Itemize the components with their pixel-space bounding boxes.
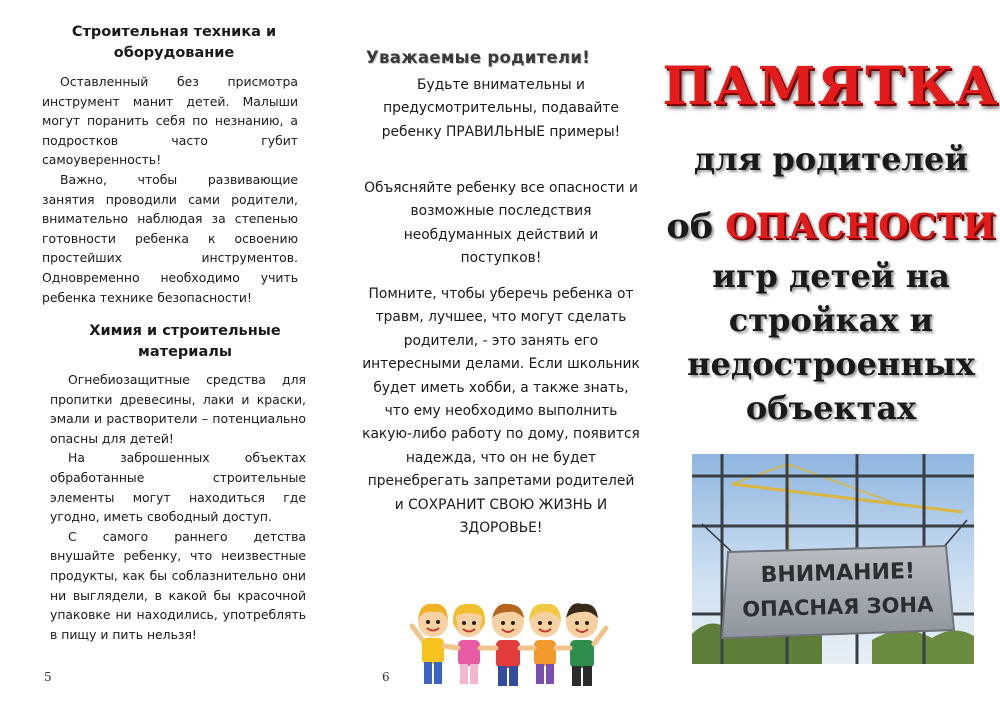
page-number: 6 (382, 670, 390, 684)
cover-danger-prefix: об (666, 206, 726, 247)
child (492, 604, 524, 686)
child (453, 604, 485, 684)
section-heading-chemicals: Химия и строительные материалы (89, 323, 281, 360)
cover-subtitle-danger (662, 206, 1000, 247)
paragraph: Объясняйте ребенку все опасности и возможные последствия необдуманных действий и поступков! (364, 180, 638, 267)
child (412, 604, 448, 684)
children-illustration (410, 582, 610, 694)
paragraph: С самого раннего детства внушайте ребенку, что неизвестные продукты, как бы соблазнительно они ни выглядели, в какой бы красочной упаковке ни находились, употреблять в пищу и пить нельзя! (50, 528, 306, 642)
sign-text-danger-zone: ОПАСНАЯ ЗОНА (742, 592, 934, 622)
page-number: 5 (44, 670, 52, 684)
paragraph: Оставленный без присмотра инструмент манит детей. Малыши могут поранить себя по незнанию, а подростков часто губит самоуверенность! (42, 74, 298, 168)
page-middle-panel (340, 0, 662, 706)
section-text-tools (42, 72, 298, 307)
child (566, 603, 606, 686)
cover-panel (662, 0, 1000, 706)
cover-title: ПАМЯТКА (662, 56, 1000, 117)
section-heading-tools: Строительная техника и оборудование (71, 24, 277, 61)
paragraph: Помните, чтобы уберечь ребенка от травм, лучшее, что могут сделать родители, - это занять его интересными делами. Если школьник будет иметь хобби, а также знать, что ему необходимо выполнить какую-либо работу по дому, появится надежда, что он не будет пренебрегать запретами родителей и СОХРАНИТ СВОЮ ЖИЗНЬ И ЗДОРОВЬЕ! (362, 286, 640, 537)
page-left-panel (0, 0, 340, 706)
child (529, 604, 561, 684)
parents-heading: Уважаемые родители! (366, 47, 591, 67)
danger-zone-photo (692, 454, 974, 664)
paragraph: Будьте внимательны и предусмотрительны, подавайте ребенку ПРАВИЛЬНЫЕ примеры! (381, 77, 621, 140)
section-text-chemicals (50, 370, 306, 644)
paragraph: Важно, чтобы развивающие занятия проводили сами родители, внимательно наблюдая за степенью готовности ребенка к освоению простейших инструментов. Одновременно необходимо учить ребенка технике безопасности! (42, 171, 298, 305)
paragraph: Огнебиозащитные средства для пропитки древесины, лаки и краски, эмали и растворители – потенциально опасны для детей! (50, 372, 306, 446)
cover-subtitle-parents: для родителей (693, 140, 969, 178)
sign-text-attention: ВНИМАНИЕ! (760, 558, 916, 589)
cover-subtitle-topic: игр детей на стройках и недостроенных объектах (687, 257, 975, 427)
paragraph: На заброшенных объектах обработанные строительные элементы могут находиться где угодно, иметь свободный доступ. (50, 450, 306, 525)
cover-danger-word: ОПАСНОСТИ (725, 206, 996, 247)
